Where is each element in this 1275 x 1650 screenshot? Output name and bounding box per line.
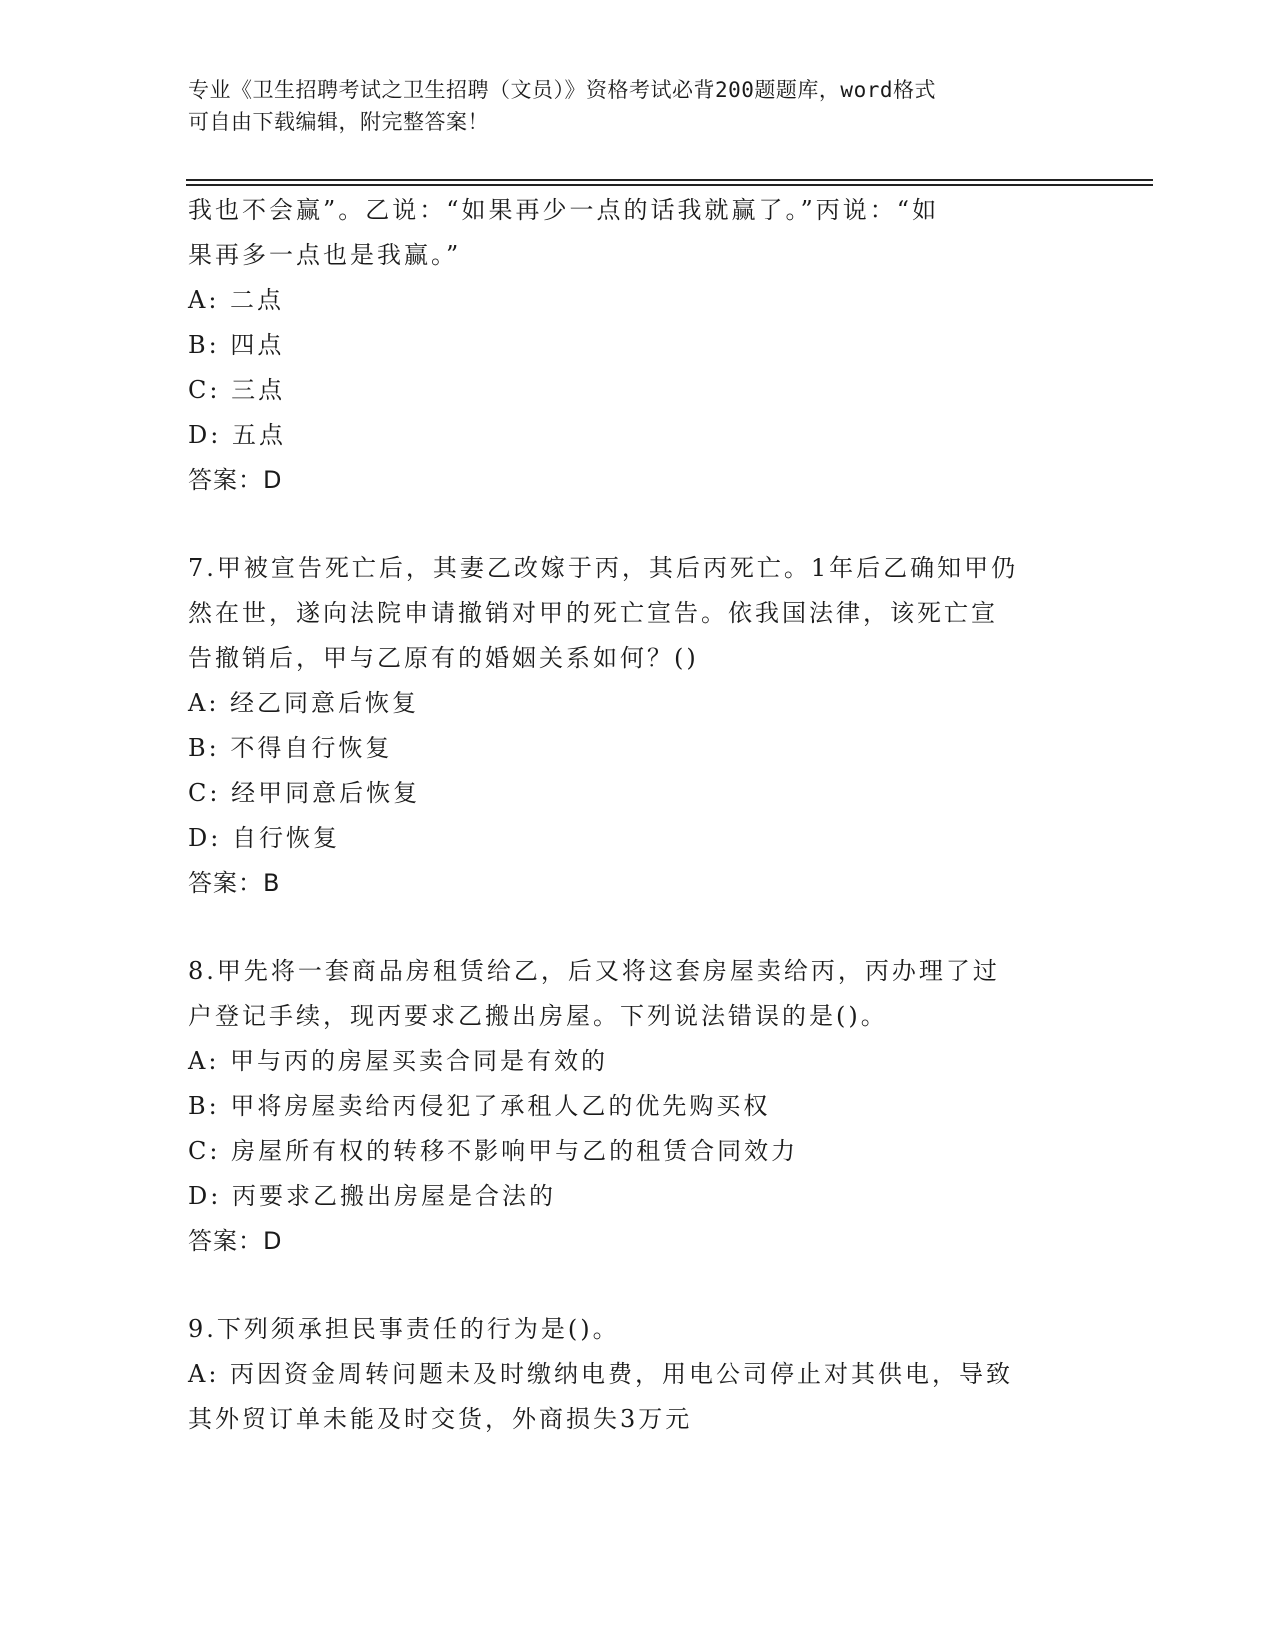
spacer <box>188 503 1088 546</box>
question-7-text-line-3: 告撤销后，甲与乙原有的婚姻关系如何？() <box>188 644 699 672</box>
question-8-text-line-1: 8.甲先将一套商品房租赁给乙，后又将这套房屋卖给丙，丙办理了过 <box>188 957 1000 985</box>
header-rule-top <box>186 179 1153 181</box>
question-7-option-c: C: 经甲同意后恢复 <box>188 779 421 807</box>
question-7-text-line-1: 7.甲被宣告死亡后，其妻乙改嫁于丙，其后丙死亡。1年后乙确知甲仍 <box>188 554 1019 582</box>
question-8-block <box>188 949 1088 1264</box>
question-6-option-d: D: 五点 <box>188 421 286 449</box>
spacer <box>188 1264 1088 1307</box>
question-9-text-line-1: 9.下列须承担民事责任的行为是()。 <box>188 1315 620 1343</box>
question-7-option-b: B: 不得自行恢复 <box>188 734 393 762</box>
question-6-block <box>188 188 1088 503</box>
question-7-option-a: A: 经乙同意后恢复 <box>188 689 420 717</box>
document-header <box>188 74 1068 138</box>
question-7-option-d: D: 自行恢复 <box>188 824 340 852</box>
question-9-option-a-line-1: A: 丙因资金周转问题未及时缴纳电费，用电公司停止对其供电，导致 <box>188 1360 1014 1388</box>
question-8-answer: 答案：D <box>188 1227 283 1255</box>
question-9-option-a-line-2: 其外贸订单未能及时交货，外商损失3万元 <box>188 1405 693 1433</box>
spacer <box>188 906 1088 949</box>
question-7-answer: 答案：B <box>188 869 281 897</box>
question-6-answer: 答案：D <box>188 466 283 494</box>
question-7-text-line-2: 然在世，遂向法院申请撤销对甲的死亡宣告。依我国法律，该死亡宣 <box>188 599 998 627</box>
question-6-option-a: A: 二点 <box>188 286 285 314</box>
question-8-option-c: C: 房屋所有权的转移不影响甲与乙的租赁合同效力 <box>188 1137 799 1165</box>
question-8-option-a: A: 甲与丙的房屋买卖合同是有效的 <box>188 1047 609 1075</box>
question-8-option-d: D: 丙要求乙搬出房屋是合法的 <box>188 1182 556 1210</box>
question-8-option-b: B: 甲将房屋卖给丙侵犯了承租人乙的优先购买权 <box>188 1092 771 1120</box>
question-6-option-b: B: 四点 <box>188 331 285 359</box>
header-title-line-2: 可自由下载编辑，附完整答案！ <box>188 110 489 134</box>
header-rule-bottom <box>186 184 1153 186</box>
question-6-option-c: C: 三点 <box>188 376 286 404</box>
question-8-text-line-2: 户登记手续，现丙要求乙搬出房屋。下列说法错误的是()。 <box>188 1002 888 1030</box>
header-title-line-1: 专业《卫生招聘考试之卫生招聘（文员）》资格考试必背200题题库，word格式 <box>188 78 936 102</box>
question-6-text-line-1: 我也不会赢”。乙说：“如果再少一点的话我就赢了。”丙说：“如 <box>188 196 940 224</box>
question-6-text-line-2: 果再多一点也是我赢。” <box>188 241 462 269</box>
question-content <box>188 188 1088 1442</box>
question-9-block <box>188 1307 1088 1442</box>
question-7-block <box>188 546 1088 906</box>
